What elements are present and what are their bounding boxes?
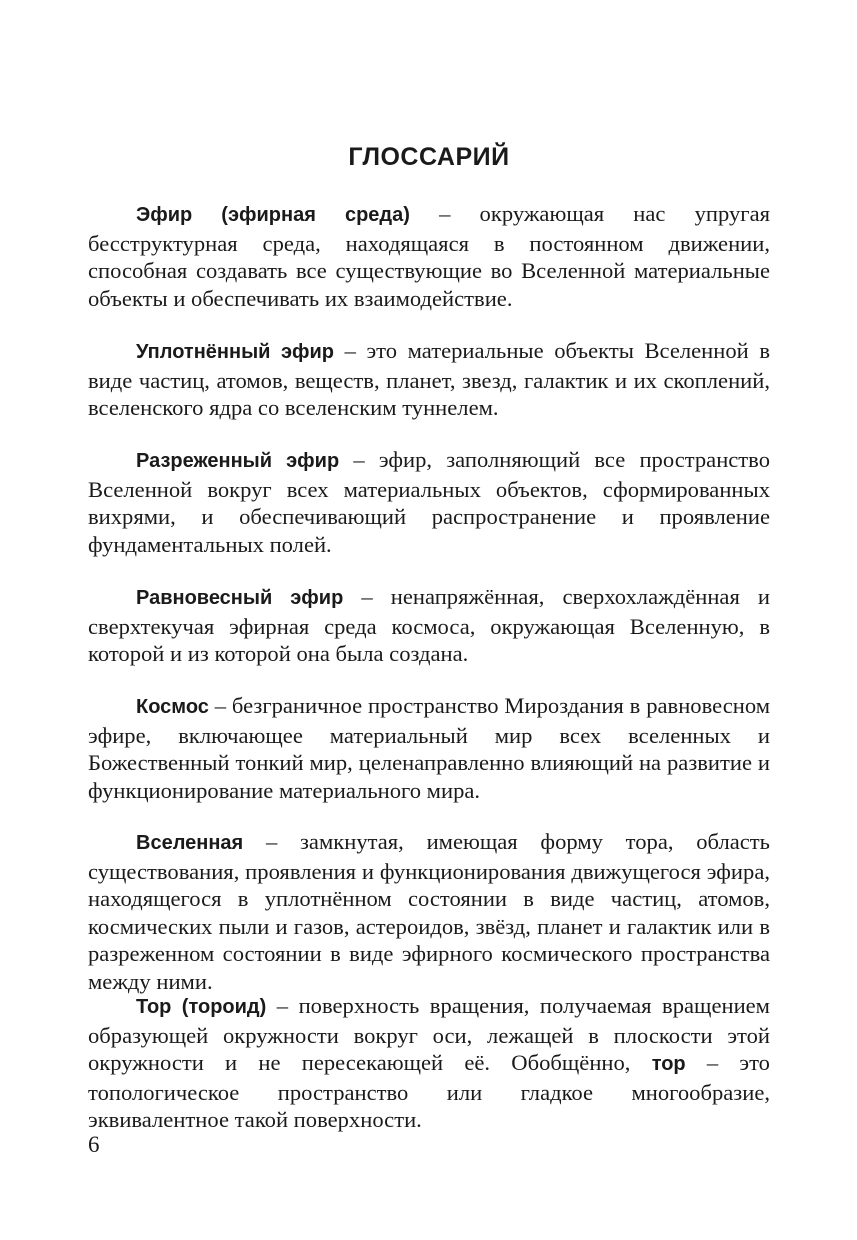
definition: – окружающая нас упругая бесструктурная среда, находящаяся в постоянном движении, способная создавать все существующие во Вселенной материальные объекты и обеспечивать их взаимодействие. <box>88 201 770 311</box>
term: Тор (тороид) <box>136 996 267 1018</box>
book-page <box>88 0 770 1240</box>
term: Уплотнённый эфир <box>136 341 335 363</box>
definition: – это материальные объекты Вселенной в виде частиц, атомов, веществ, планет, звезд, галактик и их скоплений, вселенского ядра со вселенским туннелем. <box>88 338 770 421</box>
page-title: ГЛОССАРИЙ <box>348 143 510 171</box>
definition: – поверхность вращения, получаемая вращением образующей окружности вокруг оси, лежащей в плоскости этой окружности и не пересекающей её. Обобщённо, <box>88 993 770 1076</box>
glossary-entry-torus <box>88 992 770 1134</box>
glossary-entry-ether <box>88 200 770 312</box>
term: Разреженный эфир <box>136 450 340 472</box>
glossary-entry-condensed-ether <box>88 337 770 422</box>
glossary-entry-cosmos <box>88 692 770 804</box>
term: Равновесный эфир <box>136 587 344 609</box>
definition: – ненапряжённая, сверхохлаждённая и сверхтекучая эфирная среда космоса, окружающая Вселенную, в которой и из которой она была создана. <box>88 584 771 667</box>
term-inline: тор <box>651 1053 686 1076</box>
term: Эфир (эфирная среда) <box>136 204 410 226</box>
definition: – эфир, заполняющий все пространство Вселенной вокруг всех материальных объектов, сформированных вихрями, и обеспечивающий распространение и проявление фундаментальных полей. <box>88 447 770 557</box>
definition-continued: – это топологическое пространство или гладкое многообразие, эквивалентное такой поверхности. <box>88 1050 770 1133</box>
glossary-entry-rarefied-ether <box>88 446 770 558</box>
term: Космос <box>136 696 209 718</box>
glossary-entry-equilibrium-ether <box>88 583 770 668</box>
page-number: 6 <box>88 1132 100 1157</box>
term: Вселенная <box>136 832 244 854</box>
definition: – замкнутая, имеющая форму тора, область существования, проявления и функционирования движущегося эфира, находящегося в уплотнённом состоянии в виде частиц, атомов, космических пыли и газов, астероидов, звёзд, планет и галактик или в разреженном состоянии в виде эфирного космического пространства между ними. <box>88 829 770 994</box>
definition: – безграничное пространство Мироздания в равновесном эфире, включающее материальный мир всех вселенных и Божественный тонкий мир, целенаправленно влияющий на развитие и функционирование материального мира. <box>88 693 770 803</box>
glossary-entry-universe <box>88 828 770 996</box>
